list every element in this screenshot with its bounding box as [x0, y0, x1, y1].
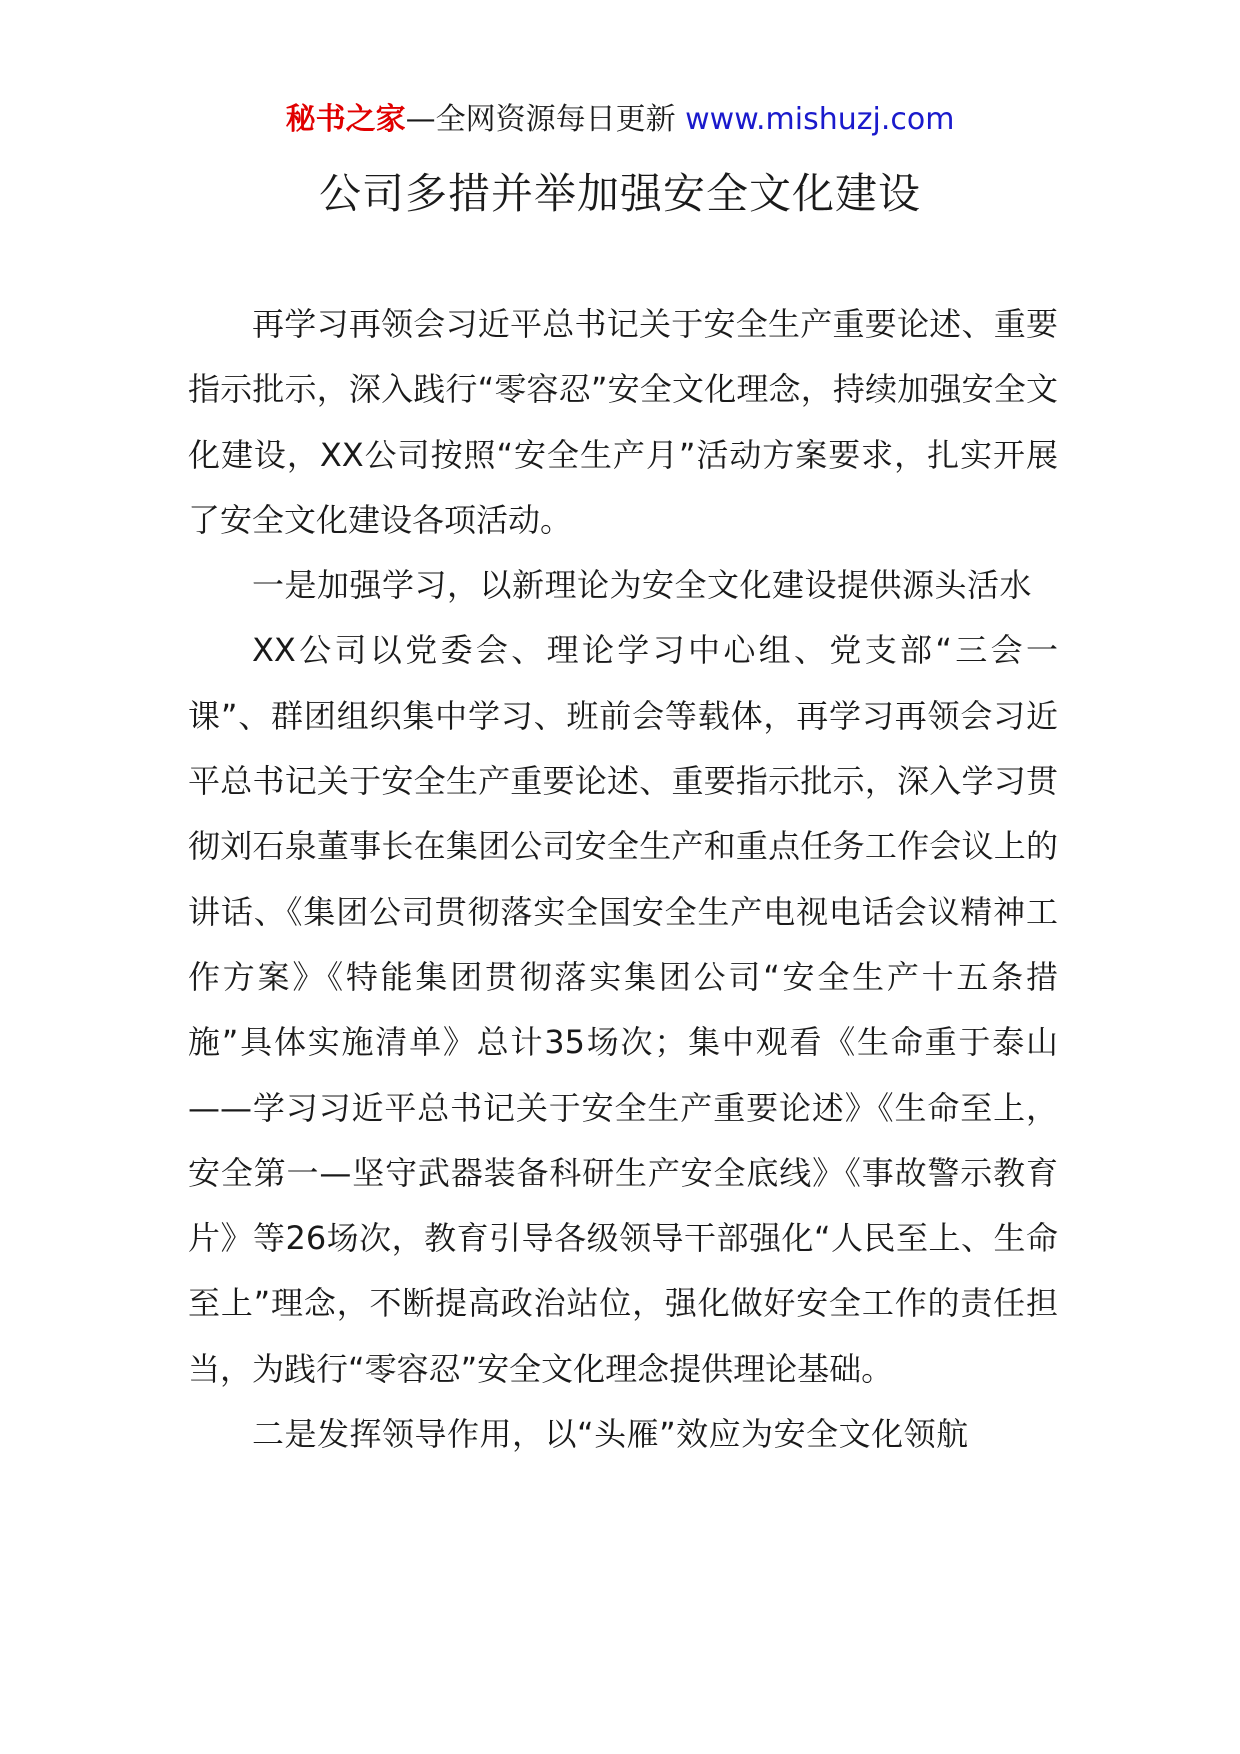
- brand-name: 秘书之家: [285, 102, 406, 137]
- site-header: [0, 100, 1240, 140]
- section-heading-1: 一是加强学习，以新理论为安全文化建设提供源头活水: [252, 566, 1033, 605]
- paragraph-section-1: XX公司以党委会、理论学习中心组、党支部“三会一课”、群团组织集中学习、班前会等载体，再学习再领会习近平总书记关于安全生产重要论述、重要指示批示，深入学习贯彻刘石泉董事长在集团公司安全生产和重点任务工作会议上的讲话、《集团公司贯彻落实全国安全生产电视电话会议精神工作方案》《特能集团贯彻落实集团公司“安全生产十五条措施”具体实施清单》总计35场次；集中观看《生命重于泰山——学习习近平总书记关于安全生产重要论述》《生命至上，安全第一—坚守武器装备科研生产安全底线》《事故警示教育片》等26场次，教育引导各级领导干部强化“人民至上、生命至上”理念，不断提高政治站位，强化做好安全工作的责任担当，为践行“零容忍”安全文化理念提供理论基础。: [188, 631, 1058, 1388]
- section-heading-2: 二是发挥领导作用，以“头雁”效应为安全文化领航: [252, 1415, 969, 1454]
- document-body: [188, 292, 1058, 1467]
- document-title: 公司多措并举加强安全文化建设: [318, 169, 921, 218]
- header-slogan: —全网资源每日更新: [405, 102, 676, 137]
- paragraph-intro: 再学习再领会习近平总书记关于安全生产重要论述、重要指示批示，深入践行“零容忍”安全文化理念，持续加强安全文化建设，XX公司按照“安全生产月”活动方案要求，扎实开展了安全文化建设各项活动。: [188, 305, 1058, 539]
- site-url-link[interactable]: www.mishuzj.com: [685, 102, 955, 137]
